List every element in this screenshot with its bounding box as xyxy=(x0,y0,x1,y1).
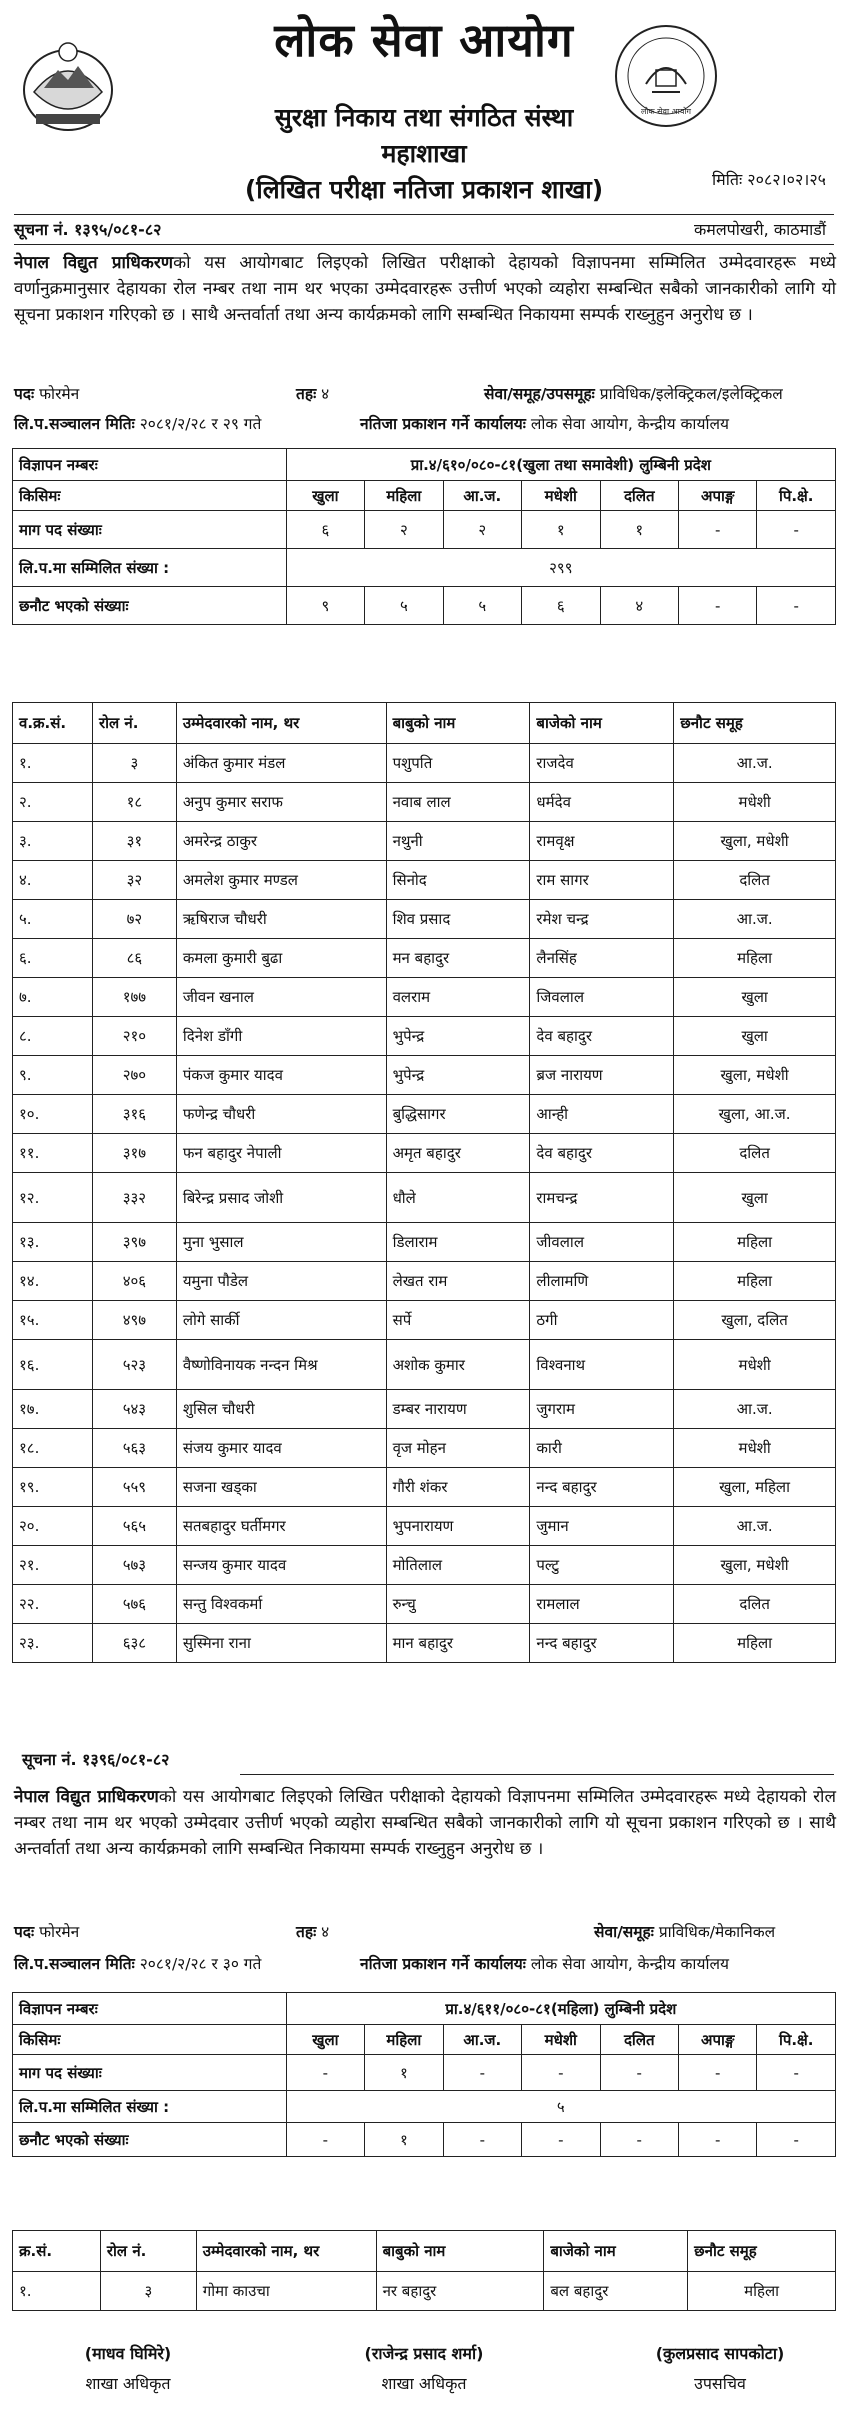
table-row xyxy=(13,1223,836,1262)
serial-cell: १७. xyxy=(13,1390,93,1429)
selected-label: छनौट भएको संख्याः xyxy=(13,2123,287,2157)
notice2-vacancy-table xyxy=(12,1992,836,2157)
header-line-2: महाशाखा xyxy=(381,139,467,168)
table-row xyxy=(13,1262,836,1301)
divider xyxy=(240,1774,834,1775)
father-cell: नर बहादुर xyxy=(376,2272,544,2311)
serial-cell: २२. xyxy=(13,1585,93,1624)
group-cell: खुला, दलित xyxy=(674,1301,836,1340)
signature-title: शाखा अधिकृत xyxy=(381,2374,467,2393)
type-label: किसिमः xyxy=(13,481,287,511)
divider xyxy=(14,244,834,245)
roll-cell: ६३८ xyxy=(92,1624,176,1663)
group-cell: महिला xyxy=(674,939,836,978)
notice1-ref: सूचना नं. १३९५/०८१-८२ xyxy=(14,220,162,239)
roll-cell: २१० xyxy=(92,1017,176,1056)
signature-1 xyxy=(8,2342,248,2394)
roll-cell: ८६ xyxy=(92,939,176,978)
grandfather-cell: लीलामणि xyxy=(530,1262,674,1301)
category-header: दलित xyxy=(600,2025,678,2055)
serial-cell: १६. xyxy=(13,1340,93,1390)
name-cell: यमुना पौडेल xyxy=(176,1262,386,1301)
name-cell: गोमा काउचा xyxy=(196,2272,376,2311)
group-cell: महिला xyxy=(674,1624,836,1663)
grandfather-cell: जुमान xyxy=(530,1507,674,1546)
selected-cell: - xyxy=(443,2123,521,2157)
table-row xyxy=(13,1056,836,1095)
selected-cell: - xyxy=(286,2123,364,2157)
serial-cell: १२. xyxy=(13,1173,93,1223)
name-cell: पंकज कुमार यादव xyxy=(176,1056,386,1095)
grandfather-cell: जुगराम xyxy=(530,1390,674,1429)
org-name: नेपाल विद्युत प्राधिकरण xyxy=(14,1787,159,1807)
father-cell: नवाब लाल xyxy=(386,783,530,822)
name-cell: सतबहादुर घर्तीमगर xyxy=(176,1507,386,1546)
roll-cell: १८ xyxy=(92,783,176,822)
name-cell: बिरेन्द्र प्रसाद जोशी xyxy=(176,1173,386,1223)
roll-cell: ३३२ xyxy=(92,1173,176,1223)
signature-title: उपसचिव xyxy=(694,2374,746,2393)
demand-cell: - xyxy=(443,2055,521,2091)
group-cell: खुला, मधेशी xyxy=(674,1056,836,1095)
selected-cell: - xyxy=(679,2123,757,2157)
column-header: रोल नं. xyxy=(92,703,176,744)
signature-title: शाखा अधिकृत xyxy=(85,2374,171,2393)
grandfather-cell: जीवलाल xyxy=(530,1223,674,1262)
column-header: उम्मेदवारको नाम, थर xyxy=(176,703,386,744)
notice1-exam-date: लि.प.सञ्चालन मितिः २०८१/२/२८ र २९ गते xyxy=(14,415,262,433)
group-cell: खुला, मधेशी xyxy=(674,1546,836,1585)
father-cell: मान बहादुर xyxy=(386,1624,530,1663)
roll-cell: ५२३ xyxy=(92,1340,176,1390)
grandfather-cell: देव बहादुर xyxy=(530,1017,674,1056)
group-cell: आ.ज. xyxy=(674,744,836,783)
grandfather-cell: रामचन्द्र xyxy=(530,1173,674,1223)
grandfather-cell: राम सागर xyxy=(530,861,674,900)
grandfather-cell: राजदेव xyxy=(530,744,674,783)
father-cell: सिनोद xyxy=(386,861,530,900)
demand-cell: - xyxy=(757,511,836,549)
notice2-level: तहः ४ xyxy=(296,1923,330,1941)
group-cell: महिला xyxy=(674,1223,836,1262)
father-cell: रुन्चु xyxy=(386,1585,530,1624)
serial-cell: ३. xyxy=(13,822,93,861)
roll-cell: ३२ xyxy=(92,861,176,900)
group-cell: खुला, आ.ज. xyxy=(674,1095,836,1134)
table-row xyxy=(13,1546,836,1585)
serial-cell: ८. xyxy=(13,1017,93,1056)
table-row xyxy=(13,1134,836,1173)
grandfather-cell: ठगी xyxy=(530,1301,674,1340)
name-cell: लोगे सार्की xyxy=(176,1301,386,1340)
table-row xyxy=(13,939,836,978)
father-cell: भुपेन्द्र xyxy=(386,1017,530,1056)
group-cell: मधेशी xyxy=(674,1340,836,1390)
grandfather-cell: कारी xyxy=(530,1429,674,1468)
roll-cell: ५६५ xyxy=(92,1507,176,1546)
column-header: बाजेको नाम xyxy=(544,2231,688,2272)
roll-cell: ३९७ xyxy=(92,1223,176,1262)
header-line-3: (लिखित परीक्षा नतिजा प्रकाशन शाखा) xyxy=(244,175,604,204)
demand-cell: - xyxy=(679,2055,757,2091)
roll-cell: ४९७ xyxy=(92,1301,176,1340)
notice1-office: नतिजा प्रकाशन गर्ने कार्यालयः लोक सेवा आयोग, केन्द्रीय कार्यालय xyxy=(360,415,729,433)
demand-label: माग पद संख्याः xyxy=(13,2055,287,2091)
signature-name: (माधव घिमिरे) xyxy=(84,2344,172,2363)
serial-cell: ४. xyxy=(13,861,93,900)
category-header: मधेशी xyxy=(522,2025,600,2055)
group-cell: खुला xyxy=(674,1017,836,1056)
group-cell: खुला xyxy=(674,1173,836,1223)
selected-cell: ९ xyxy=(286,587,364,625)
selected-cell: ५ xyxy=(443,587,521,625)
adv-value: प्रा.४/६११/०८०-८१(महिला) लुम्बिनी प्रदेश xyxy=(286,1993,835,2025)
group-cell: खुला, मधेशी xyxy=(674,822,836,861)
group-cell: खुला xyxy=(674,978,836,1017)
serial-cell: ११. xyxy=(13,1134,93,1173)
group-cell: आ.ज. xyxy=(674,1507,836,1546)
father-cell: वृज मोहन xyxy=(386,1429,530,1468)
table-row xyxy=(13,1301,836,1340)
name-cell: सन्जय कुमार यादव xyxy=(176,1546,386,1585)
adv-label: विज्ञापन नम्बरः xyxy=(13,1993,287,2025)
table-row xyxy=(13,744,836,783)
category-header: अपाङ्ग xyxy=(679,2025,757,2055)
type-label: किसिमः xyxy=(13,2025,287,2055)
name-cell: सजना खड्का xyxy=(176,1468,386,1507)
selected-cell: - xyxy=(757,587,836,625)
name-cell: अनुप कुमार सराफ xyxy=(176,783,386,822)
demand-cell: ६ xyxy=(286,511,364,549)
notice1-text: को यस आयोगबाट लिइएको लिखित परीक्षाको देहायको विज्ञापनमा सम्मिलित उम्मेदवारहरू मध्ये वर्णानुक्रमानुसार देहायका रोल नम्बर तथा नाम थर भएका उम्मेदवारहरू उत्तीर्ण भएको व्यहोरा सम्बन्धित सबैको जानकारीको लागि यो सूचना प्रकाशन गरिएको छ । साथै अन्तर्वार्ता तथा अन्य कार्यक्रमको लागि सम्बन्धित निकायमा सम्पर्क राख्नुहुन अनुरोध छ । xyxy=(14,253,836,325)
group-cell: दलित xyxy=(674,1585,836,1624)
serial-cell: २०. xyxy=(13,1507,93,1546)
applicants-value: ५ xyxy=(286,2091,835,2123)
roll-cell: ५४३ xyxy=(92,1390,176,1429)
table-row xyxy=(13,783,836,822)
adv-value: प्रा.४/६१०/०८०-८१(खुला तथा समावेशी) लुम्बिनी प्रदेश xyxy=(286,449,835,481)
group-cell: आ.ज. xyxy=(674,1390,836,1429)
table-row xyxy=(13,1429,836,1468)
selected-cell: ६ xyxy=(522,587,600,625)
table-row xyxy=(13,1173,836,1223)
demand-cell: १ xyxy=(522,511,600,549)
column-header: रोल नं. xyxy=(100,2231,196,2272)
table-row xyxy=(13,1390,836,1429)
roll-cell: ३१६ xyxy=(92,1095,176,1134)
table-row xyxy=(13,1017,836,1056)
selected-cell: - xyxy=(679,587,757,625)
father-cell: पशुपति xyxy=(386,744,530,783)
grandfather-cell: रमेश चन्द्र xyxy=(530,900,674,939)
column-header: बाजेको नाम xyxy=(530,703,674,744)
table-row xyxy=(13,1468,836,1507)
group-cell: दलित xyxy=(674,1134,836,1173)
notice1-level: तहः ४ xyxy=(296,385,330,403)
grandfather-cell: रामवृक्ष xyxy=(530,822,674,861)
roll-cell: ५६३ xyxy=(92,1429,176,1468)
demand-cell: - xyxy=(522,2055,600,2091)
serial-cell: १०. xyxy=(13,1095,93,1134)
serial-cell: २१. xyxy=(13,1546,93,1585)
selected-label: छनौट भएको संख्याः xyxy=(13,587,287,625)
name-cell: ऋषिराज चौधरी xyxy=(176,900,386,939)
roll-cell: १७७ xyxy=(92,978,176,1017)
selected-cell: ४ xyxy=(600,587,678,625)
category-header: महिला xyxy=(365,481,443,511)
roll-cell: ७२ xyxy=(92,900,176,939)
father-cell: वलराम xyxy=(386,978,530,1017)
demand-cell: - xyxy=(679,511,757,549)
category-header: खुला xyxy=(286,481,364,511)
selected-cell: - xyxy=(600,2123,678,2157)
table-row xyxy=(13,978,836,1017)
table-row xyxy=(13,1095,836,1134)
grandfather-cell: बल बहादुर xyxy=(544,2272,688,2311)
table-row xyxy=(13,900,836,939)
column-header: छनौट समूह xyxy=(674,703,836,744)
serial-cell: १. xyxy=(13,744,93,783)
selected-cell: - xyxy=(757,2123,836,2157)
page-title: लोक सेवा आयोग xyxy=(274,13,574,67)
notice2-text: को यस आयोगबाट लिइएको लिखित परीक्षाको देहायको विज्ञापनमा सम्मिलित उम्मेदवारहरू मध्ये देहायको रोल नम्बर तथा नाम थर भएको उम्मेदवार उत्तीर्ण भएको व्यहोरा सम्बन्धित सबैको जानकारीको लागि यो सूचना प्रकाशन गरिएको छ । साथै अन्तर्वार्ता तथा अन्य कार्यक्रमको लागि सम्बन्धित निकायमा सम्पर्क राख्नुहुन अनुरोध छ । xyxy=(14,1787,836,1859)
father-cell: गौरी शंकर xyxy=(386,1468,530,1507)
grandfather-cell: आन्ही xyxy=(530,1095,674,1134)
name-cell: फणेन्द्र चौधरी xyxy=(176,1095,386,1134)
roll-cell: ३ xyxy=(92,744,176,783)
name-cell: अंकित कुमार मंडल xyxy=(176,744,386,783)
serial-cell: ९. xyxy=(13,1056,93,1095)
roll-cell: ५५९ xyxy=(92,1468,176,1507)
adv-label: विज्ञापन नम्बरः xyxy=(13,449,287,481)
table-row xyxy=(13,822,836,861)
father-cell: अशोक कुमार xyxy=(386,1340,530,1390)
father-cell: मन बहादुर xyxy=(386,939,530,978)
column-header: छनौट समूह xyxy=(688,2231,836,2272)
signature-3 xyxy=(600,2342,840,2394)
category-header: दलित xyxy=(600,481,678,511)
serial-cell: १५. xyxy=(13,1301,93,1340)
category-header: पि.क्षे. xyxy=(757,481,836,511)
father-cell: मोतिलाल xyxy=(386,1546,530,1585)
notice-date: मितिः २०८२।०२।२५ xyxy=(712,170,826,189)
demand-cell: २ xyxy=(443,511,521,549)
serial-cell: १४. xyxy=(13,1262,93,1301)
category-header: अपाङ्ग xyxy=(679,481,757,511)
name-cell: अमलेश कुमार मण्डल xyxy=(176,861,386,900)
name-cell: फन बहादुर नेपाली xyxy=(176,1134,386,1173)
notice2-paragraph xyxy=(14,1784,836,1862)
selected-cell: - xyxy=(522,2123,600,2157)
table-row xyxy=(13,2272,836,2311)
notice1-paragraph xyxy=(14,250,836,328)
demand-cell: १ xyxy=(600,511,678,549)
father-cell: भुपेन्द्र xyxy=(386,1056,530,1095)
grandfather-cell: पल्टु xyxy=(530,1546,674,1585)
father-cell: सर्पे xyxy=(386,1301,530,1340)
column-header: उम्मेदवारको नाम, थर xyxy=(196,2231,376,2272)
column-header: क्र.सं. xyxy=(13,2231,101,2272)
name-cell: शुसिल चौधरी xyxy=(176,1390,386,1429)
demand-cell: १ xyxy=(365,2055,443,2091)
notice2-post: पदः फोरमेन xyxy=(14,1923,80,1941)
father-cell: धौले xyxy=(386,1173,530,1223)
serial-cell: २. xyxy=(13,783,93,822)
grandfather-cell: विश्वनाथ xyxy=(530,1340,674,1390)
table-row xyxy=(13,861,836,900)
applicants-label: लि.प.मा सम्मिलित संख्या : xyxy=(13,549,287,587)
father-cell: डिलाराम xyxy=(386,1223,530,1262)
table-row xyxy=(13,1585,836,1624)
notice1-results-table xyxy=(12,702,836,1663)
serial-cell: १. xyxy=(13,2272,101,2311)
grandfather-cell: रामलाल xyxy=(530,1585,674,1624)
serial-cell: १८. xyxy=(13,1429,93,1468)
org-name: नेपाल विद्युत प्राधिकरण xyxy=(14,253,174,273)
applicants-label: लि.प.मा सम्मिलित संख्या : xyxy=(13,2091,287,2123)
header-line-1: सुरक्षा निकाय तथा संगठित संस्था xyxy=(274,103,574,132)
name-cell: कमला कुमारी बुढा xyxy=(176,939,386,978)
group-cell: मधेशी xyxy=(674,783,836,822)
demand-label: माग पद संख्याः xyxy=(13,511,287,549)
roll-cell: ५७६ xyxy=(92,1585,176,1624)
roll-cell: ३ xyxy=(100,2272,196,2311)
group-cell: आ.ज. xyxy=(674,900,836,939)
category-header: आ.ज. xyxy=(443,2025,521,2055)
notice2-office: नतिजा प्रकाशन गर्ने कार्यालयः लोक सेवा आयोग, केन्द्रीय कार्यालय xyxy=(360,1955,729,1973)
selected-cell: ५ xyxy=(365,587,443,625)
category-header: मधेशी xyxy=(522,481,600,511)
column-header: बाबुको नाम xyxy=(386,703,530,744)
roll-cell: ३१ xyxy=(92,822,176,861)
table-row xyxy=(13,1507,836,1546)
applicants-value: २९९ xyxy=(286,549,835,587)
notice1-post: पदः फोरमेन xyxy=(14,385,80,403)
group-cell: मधेशी xyxy=(674,1429,836,1468)
group-cell: दलित xyxy=(674,861,836,900)
column-header: बाबुको नाम xyxy=(376,2231,544,2272)
signature-name: (कुलप्रसाद सापकोटा) xyxy=(655,2344,785,2363)
father-cell: लेखत राम xyxy=(386,1262,530,1301)
serial-cell: ६. xyxy=(13,939,93,978)
grandfather-cell: नन्द बहादुर xyxy=(530,1468,674,1507)
name-cell: अमरेन्द्र ठाकुर xyxy=(176,822,386,861)
roll-cell: २७० xyxy=(92,1056,176,1095)
name-cell: वैष्णोविनायक नन्दन मिश्र xyxy=(176,1340,386,1390)
demand-cell: - xyxy=(600,2055,678,2091)
roll-cell: ३१७ xyxy=(92,1134,176,1173)
demand-cell: २ xyxy=(365,511,443,549)
name-cell: जीवन खनाल xyxy=(176,978,386,1017)
notice2-exam-date: लि.प.सञ्चालन मितिः २०८१/२/२८ र ३० गते xyxy=(14,1955,262,1973)
notice1-service: सेवा/समूह/उपसमूहः प्राविधिक/इलेक्ट्रिकल/इलेक्ट्रिकल xyxy=(484,385,783,403)
serial-cell: २३. xyxy=(13,1624,93,1663)
notice1-vacancy-table xyxy=(12,448,836,625)
father-cell: डम्बर नारायण xyxy=(386,1390,530,1429)
group-cell: महिला xyxy=(674,1262,836,1301)
father-cell: शिव प्रसाद xyxy=(386,900,530,939)
notice2-results-table xyxy=(12,2230,836,2311)
grandfather-cell: नन्द बहादुर xyxy=(530,1624,674,1663)
category-header: खुला xyxy=(286,2025,364,2055)
category-header: पि.क्षे. xyxy=(757,2025,836,2055)
grandfather-cell: देव बहादुर xyxy=(530,1134,674,1173)
serial-cell: ५. xyxy=(13,900,93,939)
notice1-location: कमलपोखरी, काठमाडौं xyxy=(693,220,826,239)
table-row xyxy=(13,1624,836,1663)
seal-text: लोक सेवा आयोग xyxy=(640,107,692,116)
selected-cell: १ xyxy=(365,2123,443,2157)
grandfather-cell: ब्रज नारायण xyxy=(530,1056,674,1095)
grandfather-cell: जिवलाल xyxy=(530,978,674,1017)
notice2-service: सेवा/समूहः प्राविधिक/मेकानिकल xyxy=(594,1923,776,1941)
father-cell: नथुनी xyxy=(386,822,530,861)
serial-cell: ७. xyxy=(13,978,93,1017)
category-header: महिला xyxy=(365,2025,443,2055)
roll-cell: ४०६ xyxy=(92,1262,176,1301)
serial-cell: १९. xyxy=(13,1468,93,1507)
serial-cell: १३. xyxy=(13,1223,93,1262)
column-header: व.क्र.सं. xyxy=(13,703,93,744)
name-cell: सन्तु विश्वकर्मा xyxy=(176,1585,386,1624)
table-row xyxy=(13,1340,836,1390)
signature-2 xyxy=(304,2342,544,2394)
group-cell: खुला, महिला xyxy=(674,1468,836,1507)
demand-cell: - xyxy=(757,2055,836,2091)
roll-cell: ५७३ xyxy=(92,1546,176,1585)
notice2-ref: सूचना नं. १३९६/०८१-८२ xyxy=(22,1750,170,1769)
signature-name: (राजेन्द्र प्रसाद शर्मा) xyxy=(364,2344,484,2363)
grandfather-cell: धर्मदेव xyxy=(530,783,674,822)
name-cell: दिनेश डाँगी xyxy=(176,1017,386,1056)
name-cell: सुस्मिना राना xyxy=(176,1624,386,1663)
demand-cell: - xyxy=(286,2055,364,2091)
divider xyxy=(14,214,834,215)
category-header: आ.ज. xyxy=(443,481,521,511)
grandfather-cell: लैनसिंह xyxy=(530,939,674,978)
father-cell: अमृत बहादुर xyxy=(386,1134,530,1173)
name-cell: मुना भुसाल xyxy=(176,1223,386,1262)
name-cell: संजय कुमार यादव xyxy=(176,1429,386,1468)
father-cell: भुपनारायण xyxy=(386,1507,530,1546)
group-cell: महिला xyxy=(688,2272,836,2311)
father-cell: बुद्धिसागर xyxy=(386,1095,530,1134)
